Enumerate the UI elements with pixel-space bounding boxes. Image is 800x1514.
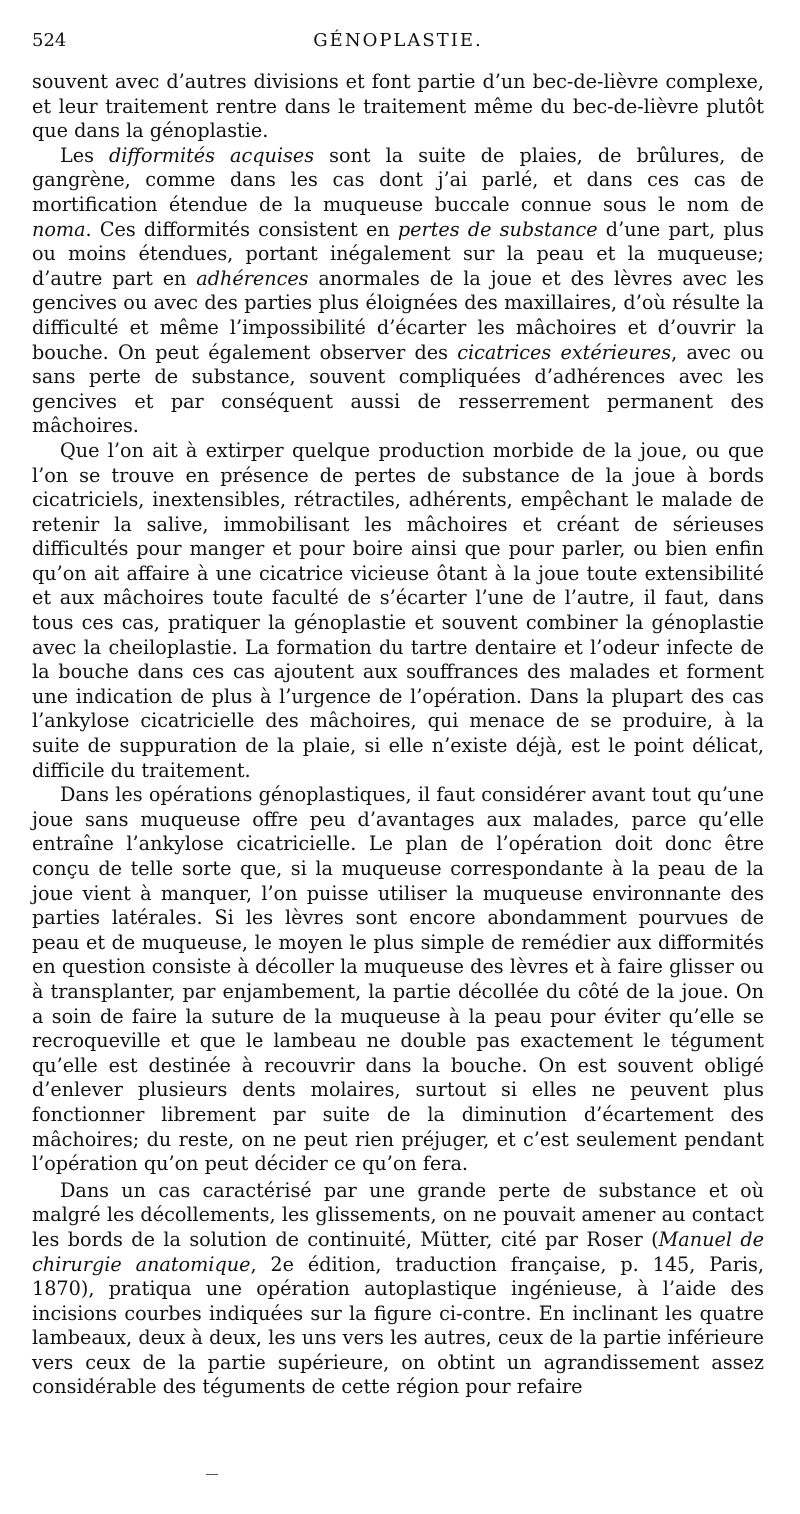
text-run: Que l’on ait à extirper quelque production morbide de la joue, ou que l’on se trouve en présence de pertes de substance de la joue à bords cicatriciels, inextensibles, rétractiles, adhérents, empêchant le malade de retenir la salive, immobilisant les mâchoires et créant de sérieuses difficultés pour manger et pour boire ainsi que pour parler, ou bien enfin qu’on ait affaire à une cicatrice vicieuse ôtant à la joue toute extensibilité et aux mâchoires toute faculté de s’écarter l’une de l’autre, il faut, dans tous ces cas, pratiquer la génoplastie et souvent combiner la génoplastie avec la cheiloplastie. La formation du tartre dentaire et l’odeur infecte de la bouche dans ces cas ajoutent aux souffrances des malades et forment une indication de plus à l’urgence de l’opération. Dans la plupart des cas l’ankylose cicatricielle des mâchoires, qui menace de se produire, à la suite de suppuration de la plaie, si elle n’existe déjà, est le point délicat, difficile du traitement. <box>32 438 764 782</box>
footer-mark <box>206 1474 218 1475</box>
italic-run: adhérences <box>196 266 309 290</box>
text-run: Dans les opérations génoplastiques, il faut considérer avant tout qu’une joue sans muqueuse offre peu d’avantages aux malades, parce qu’elle entraîne l’ankylose cicatricielle. Le plan de l’opération doit donc être conçu de telle sorte que, si la muqueuse correspondante à la peau de la joue vient à manquer, l’on puisse utiliser la muqueuse environnante des parties latérales. Si les lèvres sont encore abondamment pourvues de peau et de muqueuse, le moyen le plus simple de remédier aux difformités en question consiste à décoller la muqueuse des lèvres et à faire glisser ou à transplanter, par enjambement, la partie décollée du côté de la joue. On a soin de faire la suture de la muqueuse à la peau pour éviter qu’elle se recroqueville et que le lambeau ne double pas exactement le tégument qu’elle est destinée à recouvrir dans la bouche. On est souvent obligé d’enlever plusieurs dents molaires, surtout si elles ne peuvent plus fonctionner librement par suite de la diminution d’écartement des mâchoires; du reste, on ne peut rien préjuger, et c’est seulement pendant l’opération qu’on peut décider ce qu’on fera. <box>32 783 764 1176</box>
italic-run: cicatrices extérieures <box>457 340 672 364</box>
italic-run: Manuel de chirurgie anatomique <box>32 1227 764 1276</box>
paragraph <box>32 144 764 439</box>
paragraph <box>32 783 764 1177</box>
body-text <box>32 70 764 1400</box>
paragraph <box>32 1179 764 1400</box>
running-title: GÉNOPLASTIE. <box>313 30 483 51</box>
text-run: sont la suite de plaies, de brûlures, de gangrène, comme dans les cas dont j’ai parlé, et dans ces cas de mortification étendue de la muqueuse buccale connue sous le nom de <box>32 143 765 216</box>
italic-run: difformités acquises <box>109 143 315 167</box>
text-run: d’une part, plus ou moins étendues, portant inégalement sur la peau et la muqueuse; d’autre part en <box>32 217 764 290</box>
text-run: Dans un cas caractérisé par une grande perte de substance et où malgré les décollements, les glissements, on ne pouvait amener au contact les bords de la solution de continuité, Mütter, cité par Roser ( <box>32 1178 764 1251</box>
paragraph <box>32 70 764 144</box>
text-run: , 2e édition, traduction française, p. 145, Paris, 1870), pratiqua une opération autoplastique ingénieuse, à l’aide des incisions courbes indiquées sur la figure ci-contre. En inclinant les quatre lambeaux, deux à deux, les uns vers les autres, ceux de la partie inférieure vers ceux de la partie supérieure, on obtint un agrandissement assez considérable des téguments de cette région pour refaire <box>32 1252 764 1399</box>
paragraph <box>32 439 764 783</box>
running-header <box>32 30 764 54</box>
italic-run: pertes de substance <box>397 217 598 241</box>
text-run: souvent avec d’autres divisions et font partie d’un bec-de-lièvre complexe, et leur traitement rentre dans le traitement même du bec-de-lièvre plutôt que dans la génoplastie. <box>32 70 764 143</box>
text-run: . Ces difformités consistent en <box>85 217 398 241</box>
page-number: 524 <box>32 30 67 51</box>
text-run: Les <box>60 143 110 167</box>
text-run: anormales de la joue et des lèvres avec les gencives ou avec des parties plus éloignées des maxillaires, d’où résulte la difficulté et même l’impossibilité d’écarter les mâchoires et d’ouvrir la bouche. On peut également observer des <box>32 266 764 364</box>
italic-run: noma <box>32 217 86 241</box>
text-run: , avec ou sans perte de substance, souvent compliquées d’adhérences avec les gencives et par conséquent aussi de resserrement permanent des mâchoires. <box>32 340 765 438</box>
